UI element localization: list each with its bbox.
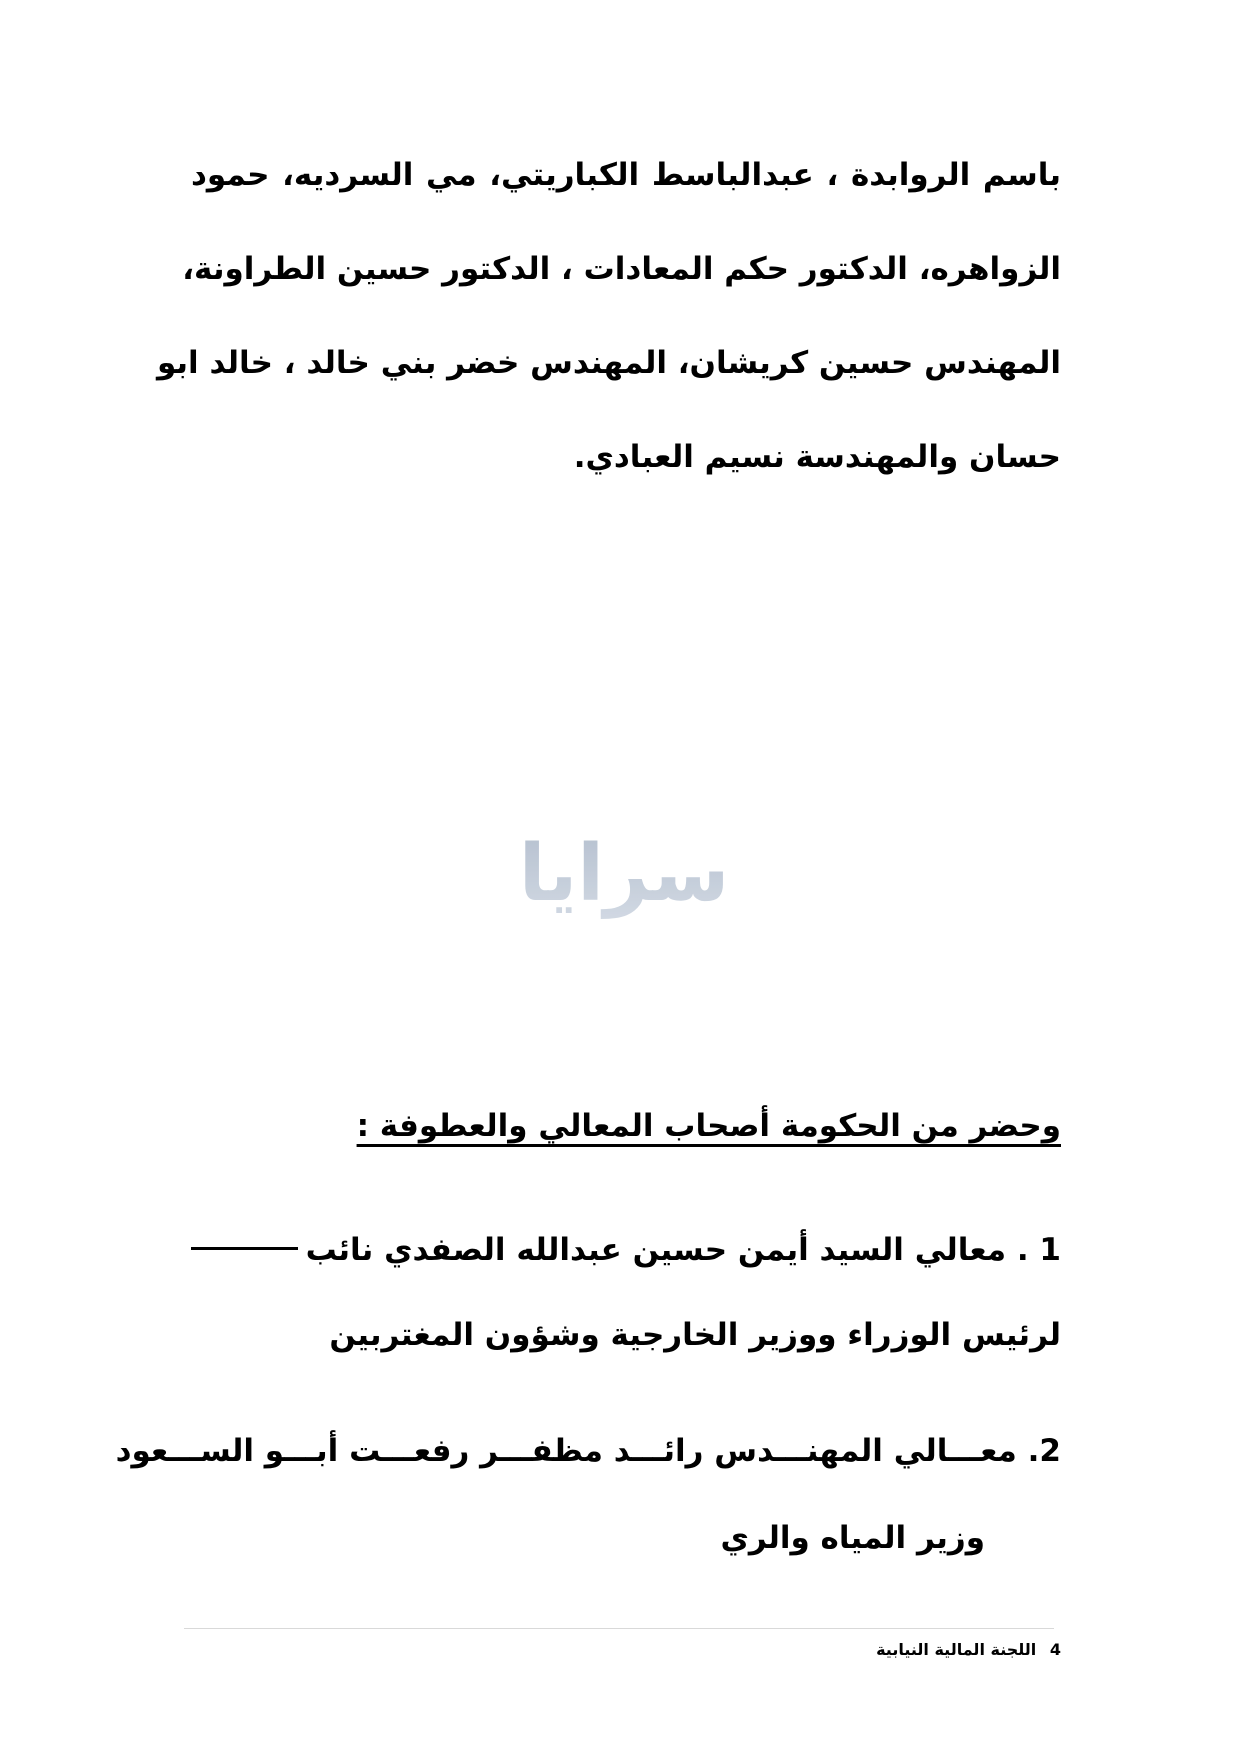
item-text: 1 . معالي السيد أيمن حسين عبدالله الصفدي نائب [305,1232,1061,1268]
government-item-1-line-1 [191,1232,1061,1268]
government-heading: وحضر من الحكومة أصحاب المعالي والعطوفة : [356,1108,1061,1144]
footer-label: اللجنة المالية النيابية [876,1640,1037,1659]
watermark-logo [524,818,724,928]
footer-divider [184,1628,1054,1629]
government-item-1-line-2: لرئيس الوزراء ووزير الخارجية وشؤون المغتربين [329,1317,1061,1353]
leader-line [191,1247,298,1250]
government-item-2-line-1: 2. معـــالي المهنـــدس رائـــد مظفـــر رفعـــت أبـــو الســـعود [115,1433,1061,1469]
attendees-line: المهندس حسين كريشان، المهندس خضر بني خالد ، خالد ابو [156,345,1061,381]
page-number: 4 [1049,1640,1061,1659]
attendees-line: حسان والمهندسة نسيم العبادي. [573,439,1061,475]
attendees-paragraph [156,128,1061,504]
government-item-2-line-2: وزير المياه والري [720,1520,985,1556]
attendees-line: الزواهره، الدكتور حكم المعادات ، الدكتور حسين الطراونة، [182,251,1061,287]
attendees-line: باسم الروابدة ، عبدالباسط الكباريتي، مي السرديه، حمود [191,157,1061,193]
page-footer [876,1640,1061,1659]
watermark-text: سرايا [524,829,724,919]
